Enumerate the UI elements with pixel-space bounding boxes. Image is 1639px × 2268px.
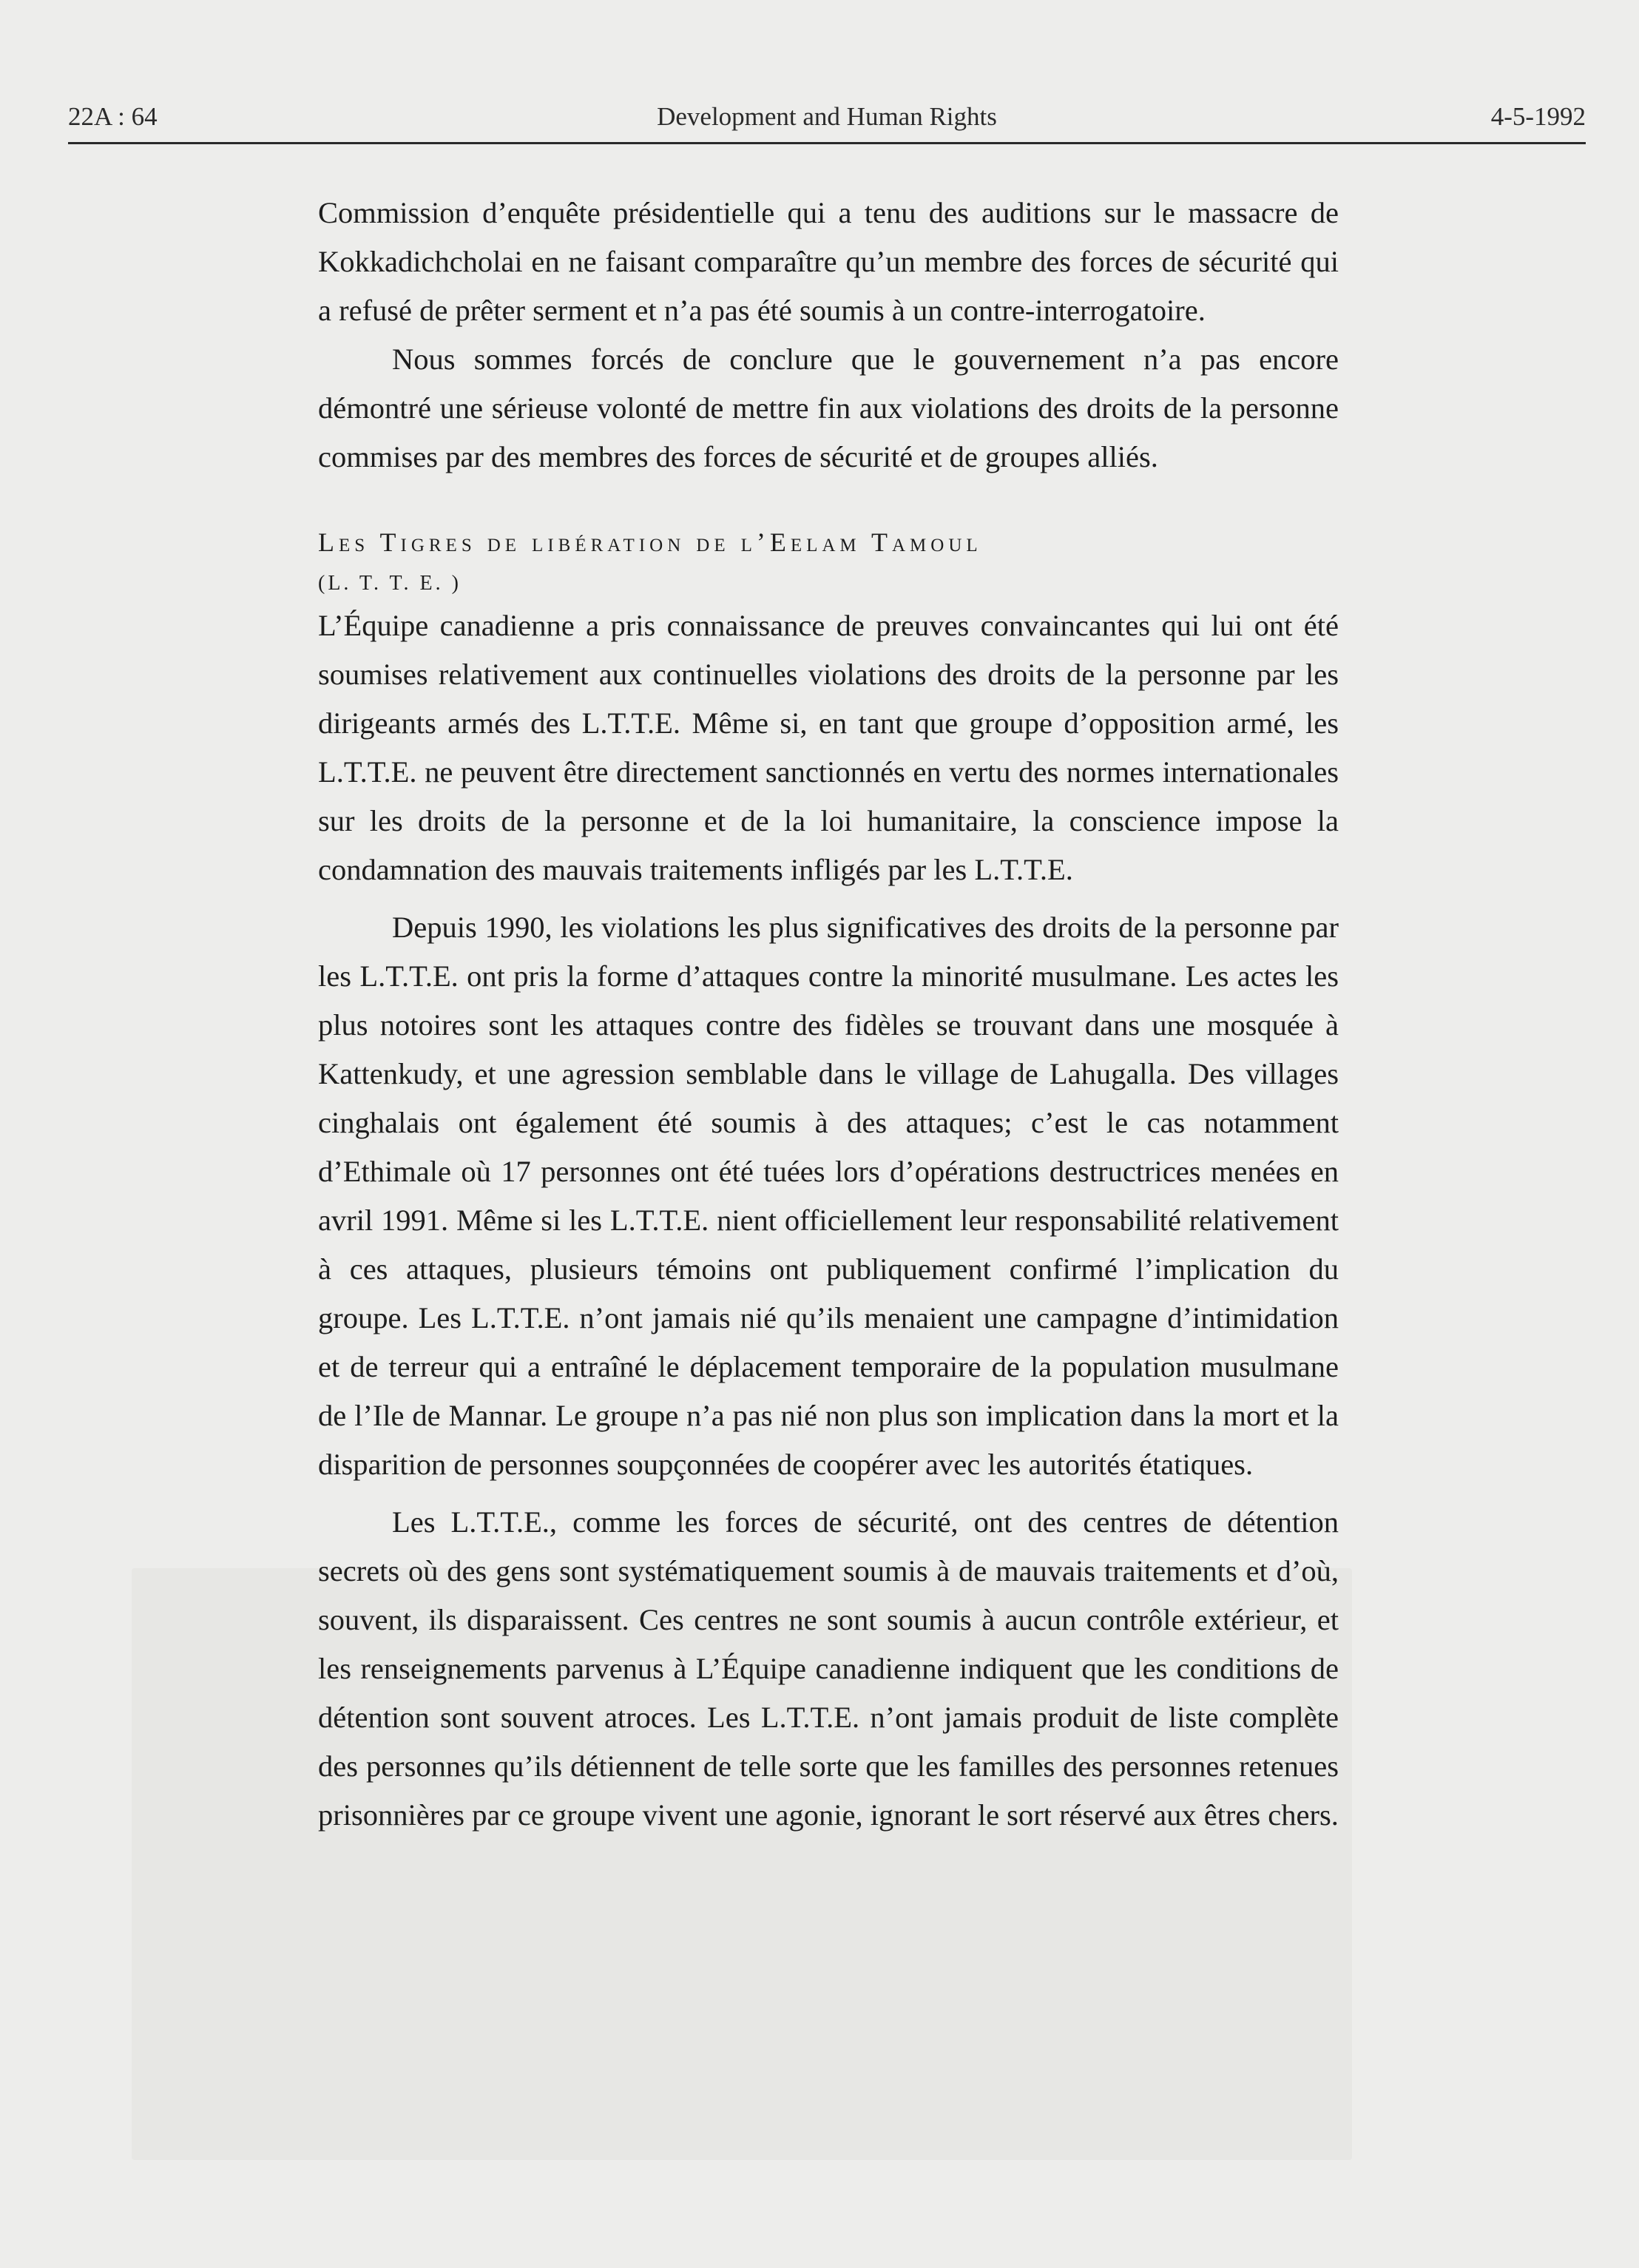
section-subheading: (L. T. T. E. ) [318, 572, 462, 595]
paragraph: Depuis 1990, les violations les plus significatives des droits de la personne par les L.T.T.E. ont pris la forme d’attaques contre la minorité musulmane. Les actes les plus notoires sont les attaques contre des fidèles se trouvant dans une mosquée à Kattenkudy, et une agression semblable dans le village de Lahugalla. Des villages cinghalais ont également été soumis à des attaques; c’est le cas notamment d’Ethimale où 17 personnes ont été tuées lors d’opérations destructrices menées en avril 1991. Même si les L.T.T.E. nient officiellement leur responsabilité relativement à ces attaques, plusieurs témoins ont publiquement confirmé l’implication du groupe. Les L.T.T.E. n’ont jamais nié qu’ils menaient une campagne d’intimidation et de terreur qui a entraîné le déplacement temporaire de la population musulmane de l’Ile de Mannar. Le groupe n’a pas nié non plus son implication dans la mort et la disparition de personnes soupçonnées de coopérer avec les autorités étatiques. [318, 911, 1339, 1481]
section-heading: Les Tigres de libération de l’Eelam Tamoul [318, 527, 982, 557]
paragraph: Nous sommes forcés de conclure que le gouvernement n’a pas encore démontré une sérieuse volonté de mettre fin aux violations des droits de la personne commises par des membres des forces de sécurité et de groupes alliés. [318, 342, 1339, 473]
paragraph: L’Équipe canadienne a pris connaissance de preuves convaincantes qui lui ont été soumises relativement aux continuelles violations des droits de la personne par les dirigeants armés des L.T.T.E. Même si, en tant que groupe d’opposition armé, les L.T.T.E. ne peuvent être directement sanctionnés en vertu des normes internationales sur les droits de la personne et de la loi humanitaire, la conscience impose la condamnation des mauvais traitements infligés par les L.T.T.E. [318, 609, 1339, 886]
paragraph: Commission d’enquête présidentielle qui a tenu des auditions sur le massacre de Kokkadichcholai en ne faisant comparaître qu’un membre des forces de sécurité qui a refusé de prêter serment et n’a pas été soumis à un contre-interrogatoire. [318, 196, 1339, 327]
running-title: Development and Human Rights [657, 102, 997, 131]
body-text [318, 189, 1339, 1840]
header-date: 4-5-1992 [1490, 102, 1586, 131]
running-header [68, 102, 1586, 144]
paragraph: Les L.T.T.E., comme les forces de sécurité, ont des centres de détention secrets où des gens sont systématiquement soumis à de mauvais traitements et d’où, souvent, ils disparaissent. Ces centres ne sont soumis à aucun contrôle extérieur, et les renseignements parvenus à L’Équipe canadienne indiquent que les conditions de détention sont souvent atroces. Les L.T.T.E. n’ont jamais produit de liste complète des personnes qu’ils détiennent de telle sorte que les familles des personnes retenues prisonnières par ce groupe vivent une agonie, ignorant le sort réservé aux êtres chers. [318, 1505, 1339, 1832]
page-number: 22A : 64 [68, 102, 158, 131]
